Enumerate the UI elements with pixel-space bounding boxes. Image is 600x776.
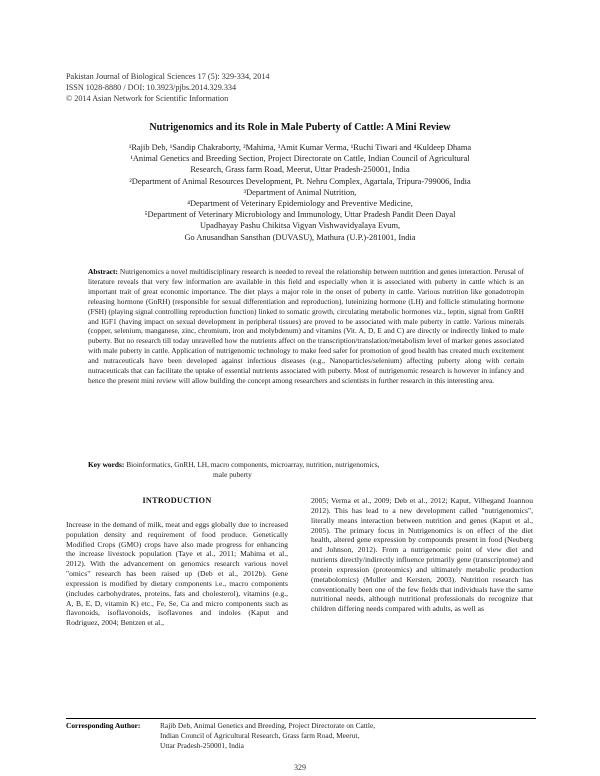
- corresponding-line: Uttar Pradesh-250001, India: [160, 740, 244, 750]
- section-heading: INTRODUCTION: [142, 496, 212, 505]
- affiliation-line: Upadhayay Pashu Chikitsa Vigyan Vishwavidyalaya Evum,: [199, 221, 401, 231]
- keywords-label: Key words:: [88, 460, 125, 469]
- journal-issn: ISSN 1028-8880 / DOI: 10.3923/pjbs.2014.329.334: [66, 82, 237, 92]
- keywords-line: male puberty: [213, 470, 252, 479]
- keywords: [88, 460, 524, 480]
- body-paragraph: 2005; Verma et al., 2009; Deb et al., 2012; Kaput, Vilhegand Joannou 2012). This has lead to a new development called "nutrigenomics", literally means interaction between nutrition and genes (Kaput et al., 2005). The primary focus in Nutrigenomics is on effect of the diet health, altered gene expression by compounds present in food (Neuberg and Johnson, 2012). From a nutrigenomic point of view diet and nutrients directly/indirectly influence primarily gene (transcriptome) and protein expression (proteomics) and ultimately metabolic production (metabolomics) (Muller and Kersten, 2003). Nutrition research has conventionally been one of the few fields that individuals have the same nutritional needs, although nutritional professionals do recognize that children differing needs compared with adults, as well as: [311, 496, 533, 614]
- corresponding-line: Rajib Deb, Animal Genetics and Breeding, Project Directorate on Cattle,: [160, 721, 376, 730]
- abstract-text: Nutrigenomics a novel multidisciplinary research is needed to reveal the relationship between nutrition and genes interaction. Perusal of literature reveals that very few information are available in this field and especially when it is associated with puberty in cattle which is an important trait of great economic importance. The diet plays a major role in the onset of puberty in cattle. Various nutrition like gonadotropin releasing hormone (GnRH) (responsible for sexual differentiation and reproduction), luteinizing hormone (LH) and follicle stimulating hormone (FSH) (playing signal controlling reproduction function) linked to somatic growth, circulating metabolic hormones viz., leptin, signal from GnRH and IGF1 (having impact on sexual development in peripheral tissues) are proved to be associated with male puberty in cattle. Various minerals (copper, selenium, manganese, zinc, chromium, iron and molybdenum) and vitamins (Vit. A, D, E and C) are directly or indirectly linked to male puberty. But no research till today unravelled how the nutrients affect on the transcription/translation/metabolism level of marker genes associated with male puberty in cattle. Application of nutrigenomic technology to make feed safer for promotion of good health has created much excitement and nutraceuticals have been developed against infectious diseases (e.g., Nanoparticles/selenium) affecting puberty along with certain nutraceuticals that can facilitate the uptake of essential nutrients associated with puberty. Most of nutrigenomic research is however in infancy and hence the present mini review will allow building the concept among researchers and scientists in further research in this interesting area.: [88, 267, 524, 385]
- paper-title: Nutrigenomics and its Role in Male Puberty of Cattle: A Mini Review: [149, 122, 451, 133]
- affiliation-line: Go Anusandhan Sansthan (DUVASU), Mathura (U.P.)-281001, India: [184, 232, 416, 242]
- corresponding-details: [160, 721, 536, 751]
- journal-citation: Pakistan Journal of Biological Sciences 17 (5): 329-334, 2014: [66, 72, 270, 81]
- keywords-line: Bioinformatics, GnRH, LH, macro components, microarray, nutrition, nutrigenomics,: [126, 460, 380, 469]
- page-number: 329: [294, 763, 306, 772]
- body-column-right: [311, 496, 533, 614]
- body-paragraph: Increase in the demand of milk, meat and eggs globally due to increased population density and requirement of food produce. Genetically Modified Crops (GMO) crops have also made progress for enhancing the increase livestock population (Taye et al., 2011; Mahima et al., 2012). With the advancement on genomics research various novel "omics" research has been raised up (Deb et al., 2012b). Gene expression is modified by dietary components i.e., macro components (includes carbohydrates, proteins, fats and cholesterol), vitamins (e.g., A, B, E, D, vitamin K) etc., Fe, Se, Ca and micro components such as flavonoids, isoflavonoids, isoflavones and indoles (Kaput and Rodriguez, 2004; Bentzen et al.,: [66, 519, 288, 628]
- footnote-divider: [66, 718, 536, 719]
- affiliation-line: ⁵Department of Veterinary Microbiology and Immunology, Uttar Pradesh Pandit Deen Dayal: [144, 210, 456, 220]
- abstract-label: Abstract:: [88, 267, 118, 276]
- corresponding-line: Indian Council of Agricultural Research, Grass farm Road, Meerut,: [160, 730, 360, 740]
- corresponding-label: Corresponding Author:: [66, 721, 141, 730]
- affiliation-line: ⁴Department of Veterinary Epidemiology and Preventive Medicine,: [187, 199, 413, 209]
- abstract: [88, 267, 524, 386]
- affiliation-line: Research, Grass farm Road, Meerut, Uttar Pradesh-250001, India: [190, 165, 410, 175]
- affiliation-line: ¹Animal Genetics and Breeding Section, Project Directorate on Cattle, Indian Council of Agricultural: [130, 154, 470, 164]
- journal-header: [66, 72, 536, 104]
- body-column-left: [66, 496, 288, 628]
- affiliation-line: ³Department of Animal Nutrition,: [243, 187, 357, 197]
- journal-copyright: © 2014 Asian Network for Scientific Information: [66, 93, 229, 103]
- affiliation-line: ²Department of Animal Resources Development, Pt. Nehru Complex, Agartala, Tripura-799006, India: [129, 176, 471, 186]
- author-block: [70, 142, 530, 243]
- author-names: ¹Rajib Deb, ¹Sandip Chakraborty, ²Mahima, ³Amit Kumar Verma, ¹Ruchi Tiwari and ⁴Kuldeep Dhama: [128, 143, 472, 152]
